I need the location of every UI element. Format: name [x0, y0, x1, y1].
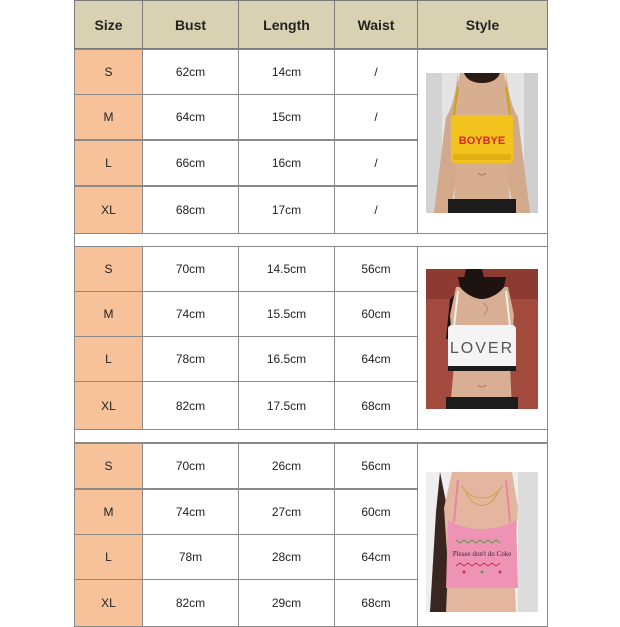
size-cell: XL — [74, 579, 143, 627]
style-photo-cell — [417, 443, 548, 627]
size-cell: L — [74, 534, 143, 580]
size-cell: XL — [74, 381, 143, 430]
size-cell: S — [74, 246, 143, 292]
bust-cell: 66cm — [142, 140, 239, 186]
waist-cell: 56cm — [334, 443, 418, 489]
waist-cell: / — [334, 49, 418, 95]
waist-cell: 68cm — [334, 579, 418, 627]
length-cell: 14cm — [238, 49, 335, 95]
svg-text:Please don't do Coke: Please don't do Coke — [452, 550, 512, 558]
waist-cell: / — [334, 140, 418, 186]
group-separator — [74, 233, 548, 247]
waist-cell: / — [334, 186, 418, 234]
size-cell: M — [74, 489, 143, 535]
size-chart — [74, 0, 548, 620]
bust-cell: 62cm — [142, 49, 239, 95]
bust-cell: 64cm — [142, 94, 239, 140]
length-cell: 28cm — [238, 534, 335, 580]
svg-text:BOYBYE: BOYBYE — [458, 135, 506, 147]
header-size: Size — [74, 0, 143, 49]
header-bust: Bust — [142, 0, 239, 49]
waist-cell: 68cm — [334, 381, 418, 430]
length-cell: 16.5cm — [238, 336, 335, 382]
model-photo — [426, 269, 538, 409]
waist-cell: 56cm — [334, 246, 418, 292]
bust-cell: 78cm — [142, 336, 239, 382]
size-cell: M — [74, 291, 143, 337]
size-cell: S — [74, 443, 143, 489]
model-photo — [426, 73, 538, 213]
header-style: Style — [417, 0, 548, 49]
size-cell: L — [74, 336, 143, 382]
length-cell: 15cm — [238, 94, 335, 140]
header-length: Length — [238, 0, 335, 49]
length-cell: 29cm — [238, 579, 335, 627]
length-cell: 15.5cm — [238, 291, 335, 337]
product-photo-pink-top — [426, 472, 538, 612]
product-photo-white-top — [426, 269, 538, 409]
waist-cell: 60cm — [334, 291, 418, 337]
bust-cell: 74cm — [142, 291, 239, 337]
waist-cell: 64cm — [334, 336, 418, 382]
model-photo — [426, 472, 538, 612]
waist-cell: 60cm — [334, 489, 418, 535]
bust-cell: 82cm — [142, 381, 239, 430]
svg-text:LOVER: LOVER — [449, 340, 515, 357]
bust-cell: 82cm — [142, 579, 239, 627]
size-cell: L — [74, 140, 143, 186]
length-cell: 26cm — [238, 443, 335, 489]
group-separator — [74, 429, 548, 443]
length-cell: 27cm — [238, 489, 335, 535]
product-photo-yellow-top — [426, 73, 538, 213]
bust-cell: 68cm — [142, 186, 239, 234]
bust-cell: 70cm — [142, 443, 239, 489]
size-cell: M — [74, 94, 143, 140]
length-cell: 16cm — [238, 140, 335, 186]
waist-cell: 64cm — [334, 534, 418, 580]
length-cell: 17.5cm — [238, 381, 335, 430]
style-photo-cell — [417, 49, 548, 234]
length-cell: 17cm — [238, 186, 335, 234]
bust-cell: 70cm — [142, 246, 239, 292]
header-waist: Waist — [334, 0, 418, 49]
bust-cell: 78m — [142, 534, 239, 580]
length-cell: 14.5cm — [238, 246, 335, 292]
size-cell: S — [74, 49, 143, 95]
waist-cell: / — [334, 94, 418, 140]
bust-cell: 74cm — [142, 489, 239, 535]
style-photo-cell — [417, 246, 548, 430]
size-cell: XL — [74, 186, 143, 234]
